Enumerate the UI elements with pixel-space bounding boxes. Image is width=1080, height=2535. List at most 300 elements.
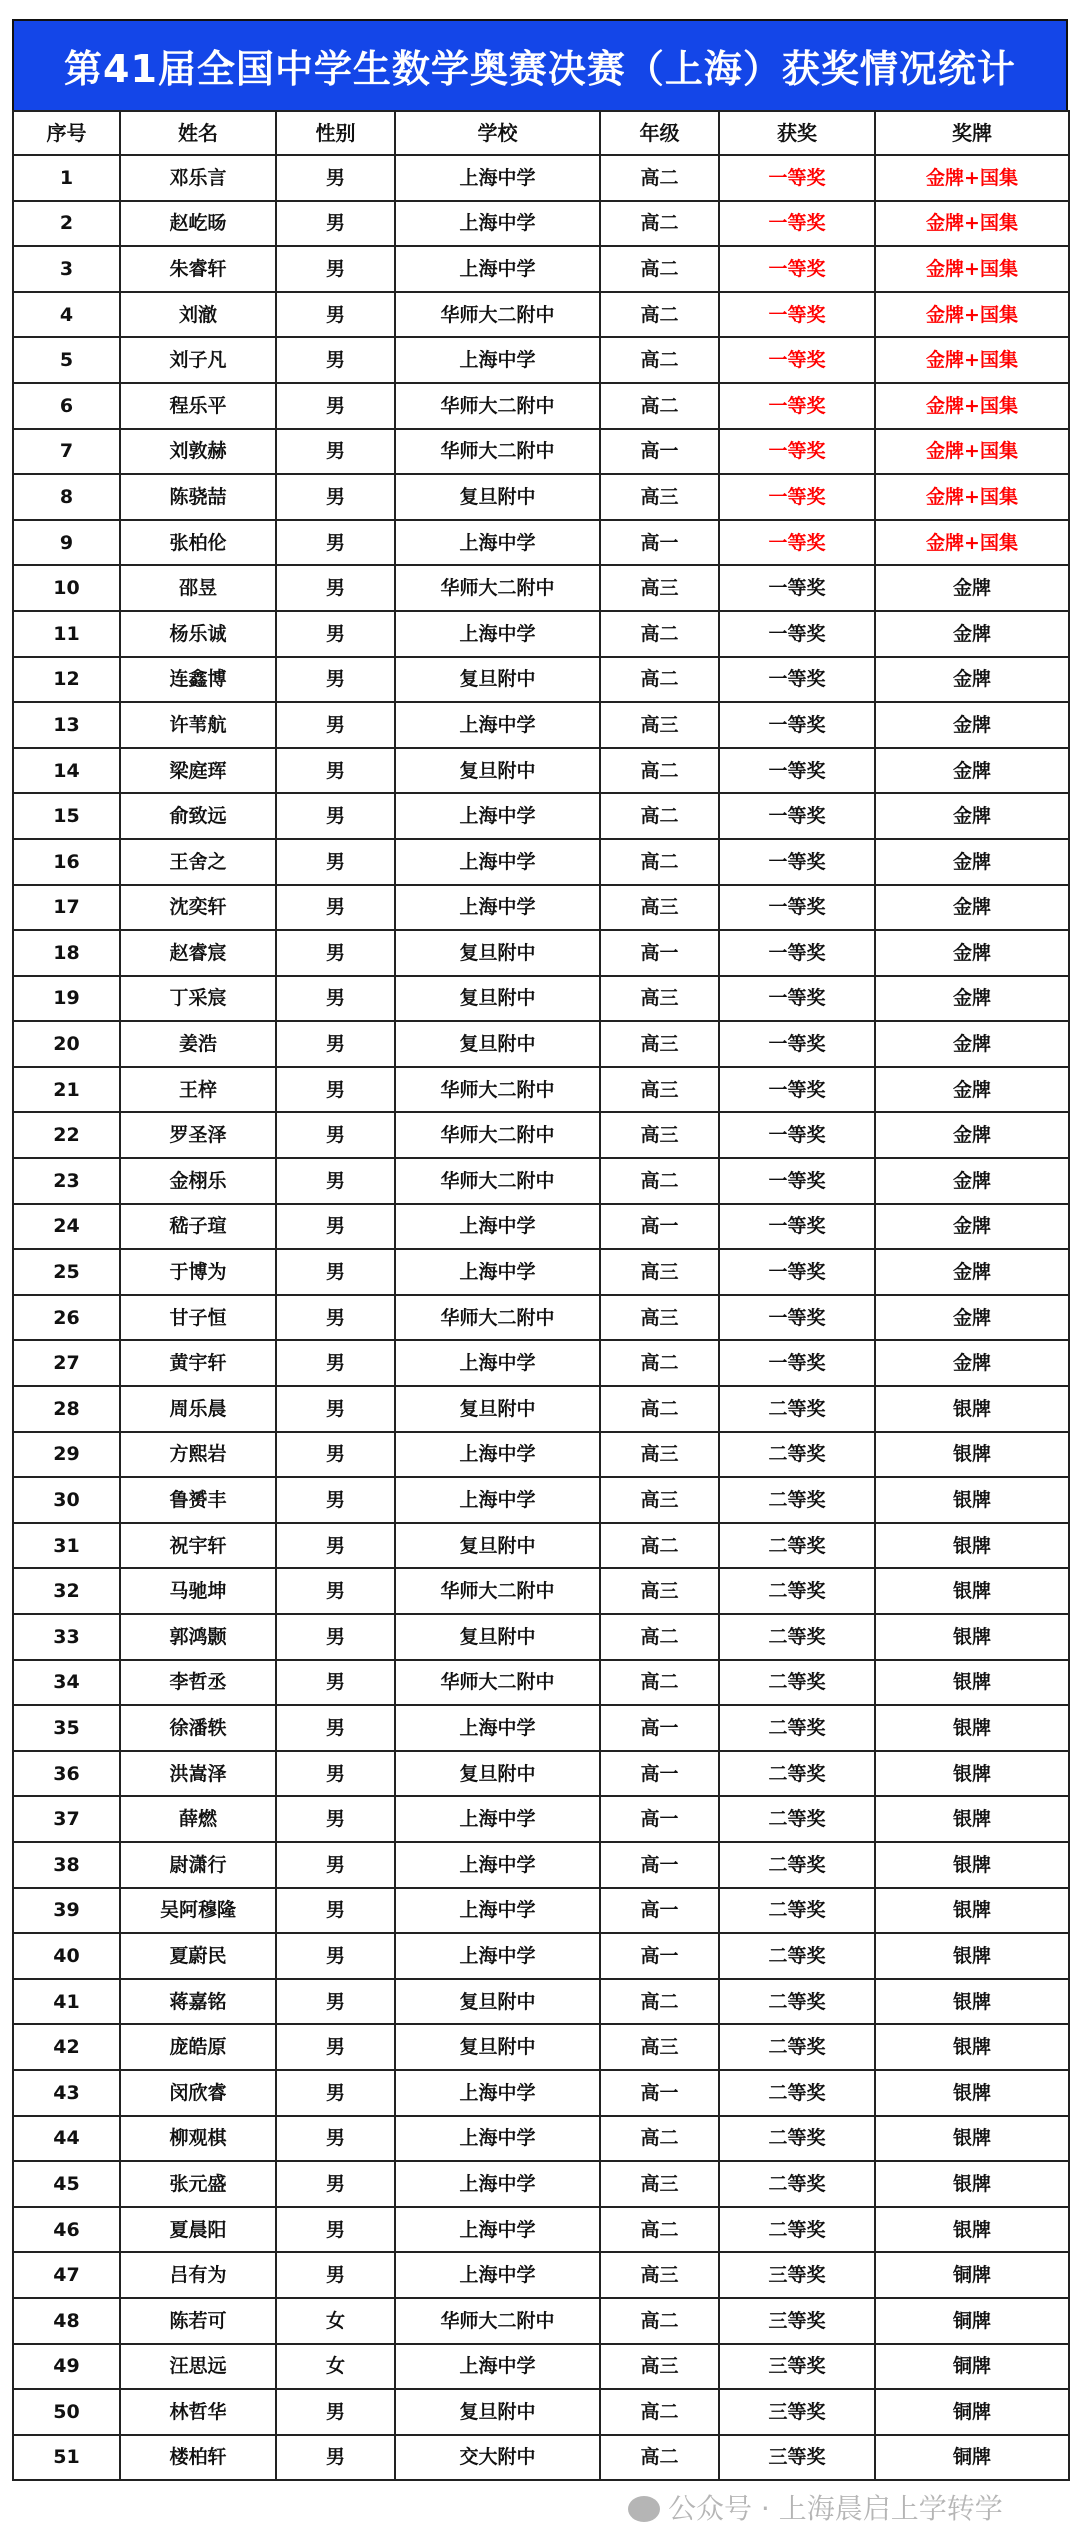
cell-index: 45 [13, 2161, 120, 2207]
cell-grade: 高二 [600, 337, 719, 383]
cell-medal: 铜牌 [875, 2344, 1069, 2390]
cell-grade: 高二 [600, 201, 719, 247]
cell-award: 二等奖 [719, 1751, 875, 1797]
header-award: 获奖 [719, 111, 875, 155]
table-row [13, 1432, 1069, 1478]
cell-medal: 金牌+国集 [875, 337, 1069, 383]
cell-award: 三等奖 [719, 2252, 875, 2298]
cell-grade: 高三 [600, 2252, 719, 2298]
cell-award: 一等奖 [719, 976, 875, 1022]
cell-school: 上海中学 [395, 1249, 600, 1295]
cell-school: 华师大二附中 [395, 1112, 600, 1158]
header-medal: 奖牌 [875, 111, 1069, 155]
cell-award: 二等奖 [719, 1796, 875, 1842]
table-row [13, 1067, 1069, 1113]
cell-grade: 高二 [600, 155, 719, 201]
table-row [13, 839, 1069, 885]
cell-gender: 男 [276, 1158, 395, 1204]
cell-medal: 金牌 [875, 748, 1069, 794]
table-row [13, 1295, 1069, 1341]
cell-award: 一等奖 [719, 1067, 875, 1113]
cell-name: 陈骁喆 [120, 474, 276, 520]
cell-index: 6 [13, 383, 120, 429]
cell-award: 一等奖 [719, 429, 875, 475]
cell-gender: 男 [276, 337, 395, 383]
award-sheet [12, 19, 1068, 2481]
cell-name: 陈若可 [120, 2298, 276, 2344]
cell-gender: 男 [276, 2116, 395, 2162]
cell-school: 上海中学 [395, 2070, 600, 2116]
cell-grade: 高二 [600, 2435, 719, 2481]
cell-award: 三等奖 [719, 2389, 875, 2435]
cell-grade: 高三 [600, 1295, 719, 1341]
table-row [13, 520, 1069, 566]
cell-medal: 银牌 [875, 1660, 1069, 1706]
cell-school: 上海中学 [395, 702, 600, 748]
cell-school: 复旦附中 [395, 1751, 600, 1797]
table-row [13, 657, 1069, 703]
table-row [13, 429, 1069, 475]
cell-school: 上海中学 [395, 1796, 600, 1842]
cell-name: 祝宇轩 [120, 1523, 276, 1569]
cell-medal: 银牌 [875, 1705, 1069, 1751]
cell-gender: 男 [276, 565, 395, 611]
cell-index: 26 [13, 1295, 120, 1341]
cell-gender: 男 [276, 1933, 395, 1979]
cell-index: 10 [13, 565, 120, 611]
cell-award: 一等奖 [719, 657, 875, 703]
cell-name: 张柏伦 [120, 520, 276, 566]
cell-grade: 高三 [600, 2024, 719, 2070]
cell-index: 15 [13, 793, 120, 839]
cell-index: 42 [13, 2024, 120, 2070]
cell-name: 赵睿宸 [120, 930, 276, 976]
table-row [13, 1477, 1069, 1523]
cell-name: 王舍之 [120, 839, 276, 885]
cell-school: 上海中学 [395, 839, 600, 885]
cell-name: 许苇航 [120, 702, 276, 748]
cell-medal: 银牌 [875, 1933, 1069, 1979]
cell-index: 35 [13, 1705, 120, 1751]
cell-name: 马驰坤 [120, 1568, 276, 1614]
cell-medal: 银牌 [875, 1979, 1069, 2025]
cell-index: 51 [13, 2435, 120, 2481]
cell-name: 方熙岩 [120, 1432, 276, 1478]
cell-name: 汪思远 [120, 2344, 276, 2390]
cell-award: 一等奖 [719, 1112, 875, 1158]
cell-name: 郭鸿颢 [120, 1614, 276, 1660]
cell-school: 上海中学 [395, 1705, 600, 1751]
cell-school: 复旦附中 [395, 2024, 600, 2070]
cell-school: 华师大二附中 [395, 383, 600, 429]
cell-medal: 金牌 [875, 1067, 1069, 1113]
table-row [13, 885, 1069, 931]
cell-medal: 金牌 [875, 839, 1069, 885]
cell-index: 48 [13, 2298, 120, 2344]
cell-grade: 高一 [600, 1842, 719, 1888]
cell-school: 复旦附中 [395, 2389, 600, 2435]
cell-school: 复旦附中 [395, 748, 600, 794]
cell-medal: 银牌 [875, 2116, 1069, 2162]
cell-school: 华师大二附中 [395, 1158, 600, 1204]
cell-name: 梁庭珲 [120, 748, 276, 794]
cell-grade: 高二 [600, 611, 719, 657]
cell-name: 薛燃 [120, 1796, 276, 1842]
cell-award: 三等奖 [719, 2344, 875, 2390]
cell-school: 复旦附中 [395, 1021, 600, 1067]
cell-award: 一等奖 [719, 1158, 875, 1204]
cell-medal: 银牌 [875, 2207, 1069, 2253]
cell-name: 于博为 [120, 1249, 276, 1295]
cell-grade: 高三 [600, 1112, 719, 1158]
table-row [13, 1568, 1069, 1614]
cell-index: 41 [13, 1979, 120, 2025]
cell-school: 复旦附中 [395, 1614, 600, 1660]
cell-school: 华师大二附中 [395, 1660, 600, 1706]
cell-gender: 男 [276, 1523, 395, 1569]
cell-medal: 金牌+国集 [875, 201, 1069, 247]
cell-school: 上海中学 [395, 2252, 600, 2298]
cell-school: 上海中学 [395, 2344, 600, 2390]
cell-school: 华师大二附中 [395, 1295, 600, 1341]
cell-name: 尉潇行 [120, 1842, 276, 1888]
table-row [13, 1796, 1069, 1842]
cell-award: 一等奖 [719, 383, 875, 429]
cell-award: 一等奖 [719, 246, 875, 292]
cell-gender: 女 [276, 2344, 395, 2390]
table-row [13, 2435, 1069, 2481]
cell-award: 一等奖 [719, 1295, 875, 1341]
cell-award: 一等奖 [719, 474, 875, 520]
cell-school: 上海中学 [395, 2116, 600, 2162]
cell-gender: 男 [276, 1204, 395, 1250]
cell-award: 一等奖 [719, 292, 875, 338]
cell-award: 二等奖 [719, 2207, 875, 2253]
cell-gender: 男 [276, 1340, 395, 1386]
cell-grade: 高二 [600, 793, 719, 839]
cell-index: 49 [13, 2344, 120, 2390]
cell-medal: 金牌 [875, 611, 1069, 657]
table-row [13, 1249, 1069, 1295]
cell-grade: 高一 [600, 1705, 719, 1751]
cell-name: 邓乐言 [120, 155, 276, 201]
cell-gender: 男 [276, 839, 395, 885]
table-row [13, 702, 1069, 748]
cell-index: 21 [13, 1067, 120, 1113]
cell-gender: 男 [276, 657, 395, 703]
cell-gender: 男 [276, 885, 395, 931]
cell-gender: 男 [276, 793, 395, 839]
cell-award: 一等奖 [719, 702, 875, 748]
table-row [13, 1660, 1069, 1706]
cell-name: 沈奕轩 [120, 885, 276, 931]
cell-medal: 金牌 [875, 702, 1069, 748]
cell-grade: 高一 [600, 1888, 719, 1934]
cell-grade: 高三 [600, 1568, 719, 1614]
cell-award: 一等奖 [719, 885, 875, 931]
watermark-text: 公众号 · 上海晨启上学转学 [668, 2492, 1003, 2525]
cell-school: 上海中学 [395, 2161, 600, 2207]
cell-grade: 高三 [600, 1477, 719, 1523]
cell-award: 一等奖 [719, 1204, 875, 1250]
cell-medal: 铜牌 [875, 2298, 1069, 2344]
cell-gender: 男 [276, 1705, 395, 1751]
cell-award: 二等奖 [719, 1888, 875, 1934]
cell-name: 徐潘轶 [120, 1705, 276, 1751]
cell-grade: 高二 [600, 1614, 719, 1660]
cell-index: 30 [13, 1477, 120, 1523]
cell-school: 上海中学 [395, 520, 600, 566]
cell-grade: 高一 [600, 930, 719, 976]
cell-grade: 高二 [600, 839, 719, 885]
cell-grade: 高二 [600, 246, 719, 292]
cell-grade: 高一 [600, 2070, 719, 2116]
cell-grade: 高二 [600, 1386, 719, 1432]
cell-school: 上海中学 [395, 1432, 600, 1478]
cell-name: 柳观棋 [120, 2116, 276, 2162]
page-title: 第41届全国中学生数学奥赛决赛（上海）获奖情况统计 [12, 19, 1068, 110]
cell-school: 上海中学 [395, 1933, 600, 1979]
cell-award: 二等奖 [719, 2116, 875, 2162]
cell-school: 上海中学 [395, 246, 600, 292]
cell-index: 38 [13, 1842, 120, 1888]
cell-gender: 男 [276, 1842, 395, 1888]
cell-award: 一等奖 [719, 337, 875, 383]
cell-school: 上海中学 [395, 337, 600, 383]
cell-grade: 高三 [600, 885, 719, 931]
cell-grade: 高二 [600, 2207, 719, 2253]
cell-grade: 高二 [600, 1340, 719, 1386]
cell-medal: 金牌+国集 [875, 155, 1069, 201]
cell-grade: 高一 [600, 1796, 719, 1842]
cell-index: 1 [13, 155, 120, 201]
cell-index: 3 [13, 246, 120, 292]
cell-name: 杨乐诚 [120, 611, 276, 657]
cell-gender: 男 [276, 2435, 395, 2481]
cell-medal: 银牌 [875, 1751, 1069, 1797]
cell-award: 二等奖 [719, 1842, 875, 1888]
cell-gender: 男 [276, 520, 395, 566]
table-row [13, 1112, 1069, 1158]
cell-school: 上海中学 [395, 1340, 600, 1386]
cell-gender: 男 [276, 1660, 395, 1706]
cell-medal: 金牌 [875, 1112, 1069, 1158]
cell-index: 33 [13, 1614, 120, 1660]
cell-index: 39 [13, 1888, 120, 1934]
cell-grade: 高二 [600, 657, 719, 703]
table-row [13, 1705, 1069, 1751]
table-row [13, 2070, 1069, 2116]
cell-index: 23 [13, 1158, 120, 1204]
cell-index: 46 [13, 2207, 120, 2253]
cell-index: 7 [13, 429, 120, 475]
cell-medal: 金牌+国集 [875, 246, 1069, 292]
cell-award: 三等奖 [719, 2435, 875, 2481]
table-row [13, 1158, 1069, 1204]
cell-award: 二等奖 [719, 1432, 875, 1478]
cell-index: 4 [13, 292, 120, 338]
cell-school: 华师大二附中 [395, 429, 600, 475]
cell-medal: 金牌 [875, 1021, 1069, 1067]
cell-name: 俞致远 [120, 793, 276, 839]
cell-index: 5 [13, 337, 120, 383]
table-row [13, 1204, 1069, 1250]
cell-gender: 男 [276, 383, 395, 429]
cell-award: 一等奖 [719, 1021, 875, 1067]
cell-name: 王梓 [120, 1067, 276, 1113]
cell-gender: 男 [276, 474, 395, 520]
table-row [13, 1979, 1069, 2025]
cell-school: 上海中学 [395, 885, 600, 931]
table-row [13, 2389, 1069, 2435]
cell-school: 交大附中 [395, 2435, 600, 2481]
cell-index: 25 [13, 1249, 120, 1295]
table-row [13, 2116, 1069, 2162]
cell-gender: 男 [276, 201, 395, 247]
cell-grade: 高三 [600, 2161, 719, 2207]
table-row [13, 201, 1069, 247]
header-school: 学校 [395, 111, 600, 155]
header-name: 姓名 [120, 111, 276, 155]
cell-medal: 金牌+国集 [875, 429, 1069, 475]
cell-school: 华师大二附中 [395, 2298, 600, 2344]
cell-gender: 男 [276, 429, 395, 475]
cell-grade: 高三 [600, 565, 719, 611]
cell-medal: 金牌+国集 [875, 383, 1069, 429]
header-row [13, 111, 1069, 155]
cell-gender: 男 [276, 2161, 395, 2207]
cell-gender: 男 [276, 2389, 395, 2435]
cell-name: 楼柏轩 [120, 2435, 276, 2481]
cell-award: 二等奖 [719, 1705, 875, 1751]
cell-grade: 高二 [600, 2298, 719, 2344]
cell-medal: 金牌+国集 [875, 474, 1069, 520]
cell-name: 洪嵩泽 [120, 1751, 276, 1797]
cell-gender: 男 [276, 611, 395, 657]
cell-grade: 高一 [600, 429, 719, 475]
cell-name: 甘子恒 [120, 1295, 276, 1341]
cell-index: 31 [13, 1523, 120, 1569]
cell-award: 一等奖 [719, 520, 875, 566]
cell-name: 闵欣睿 [120, 2070, 276, 2116]
cell-name: 黄宇轩 [120, 1340, 276, 1386]
cell-index: 44 [13, 2116, 120, 2162]
cell-school: 华师大二附中 [395, 565, 600, 611]
cell-gender: 男 [276, 2207, 395, 2253]
wechat-icon [628, 2496, 660, 2522]
cell-name: 夏蔚民 [120, 1933, 276, 1979]
watermark [628, 2492, 1003, 2526]
cell-school: 华师大二附中 [395, 292, 600, 338]
cell-medal: 金牌 [875, 885, 1069, 931]
table-row [13, 383, 1069, 429]
cell-gender: 男 [276, 155, 395, 201]
cell-gender: 男 [276, 702, 395, 748]
cell-gender: 男 [276, 1249, 395, 1295]
cell-gender: 男 [276, 930, 395, 976]
cell-medal: 银牌 [875, 2070, 1069, 2116]
cell-gender: 男 [276, 976, 395, 1022]
cell-grade: 高一 [600, 1933, 719, 1979]
table-row [13, 793, 1069, 839]
table-row [13, 2161, 1069, 2207]
table-row [13, 155, 1069, 201]
cell-medal: 金牌+国集 [875, 292, 1069, 338]
cell-grade: 高二 [600, 2389, 719, 2435]
cell-gender: 男 [276, 1386, 395, 1432]
cell-index: 14 [13, 748, 120, 794]
cell-medal: 银牌 [875, 1523, 1069, 1569]
cell-index: 40 [13, 1933, 120, 1979]
cell-award: 二等奖 [719, 1979, 875, 2025]
cell-index: 19 [13, 976, 120, 1022]
cell-award: 三等奖 [719, 2298, 875, 2344]
cell-grade: 高二 [600, 1660, 719, 1706]
cell-index: 20 [13, 1021, 120, 1067]
cell-gender: 男 [276, 1751, 395, 1797]
cell-index: 50 [13, 2389, 120, 2435]
cell-name: 姜浩 [120, 1021, 276, 1067]
cell-medal: 银牌 [875, 1477, 1069, 1523]
cell-grade: 高三 [600, 474, 719, 520]
cell-gender: 男 [276, 1568, 395, 1614]
table-row [13, 1021, 1069, 1067]
cell-name: 鲁赟丰 [120, 1477, 276, 1523]
cell-medal: 金牌 [875, 1249, 1069, 1295]
cell-name: 林哲华 [120, 2389, 276, 2435]
cell-name: 吕有为 [120, 2252, 276, 2298]
cell-name: 张元盛 [120, 2161, 276, 2207]
cell-school: 上海中学 [395, 201, 600, 247]
cell-gender: 男 [276, 1112, 395, 1158]
cell-medal: 铜牌 [875, 2435, 1069, 2481]
cell-grade: 高二 [600, 1979, 719, 2025]
table-row [13, 2298, 1069, 2344]
cell-index: 17 [13, 885, 120, 931]
cell-name: 丁采宸 [120, 976, 276, 1022]
cell-index: 24 [13, 1204, 120, 1250]
cell-school: 上海中学 [395, 1204, 600, 1250]
cell-medal: 金牌 [875, 793, 1069, 839]
table-row [13, 1933, 1069, 1979]
cell-gender: 男 [276, 1614, 395, 1660]
cell-school: 复旦附中 [395, 930, 600, 976]
cell-name: 邵昱 [120, 565, 276, 611]
cell-name: 赵屹旸 [120, 201, 276, 247]
cell-medal: 铜牌 [875, 2389, 1069, 2435]
cell-index: 16 [13, 839, 120, 885]
cell-name: 罗圣泽 [120, 1112, 276, 1158]
cell-medal: 银牌 [875, 1386, 1069, 1432]
table-row [13, 1523, 1069, 1569]
cell-name: 李哲丞 [120, 1660, 276, 1706]
cell-index: 9 [13, 520, 120, 566]
cell-medal: 银牌 [875, 1842, 1069, 1888]
table-row [13, 2344, 1069, 2390]
cell-medal: 银牌 [875, 1568, 1069, 1614]
cell-award: 二等奖 [719, 2070, 875, 2116]
cell-grade: 高二 [600, 1158, 719, 1204]
cell-medal: 金牌+国集 [875, 520, 1069, 566]
cell-name: 连鑫博 [120, 657, 276, 703]
table-row [13, 565, 1069, 611]
cell-grade: 高一 [600, 520, 719, 566]
cell-gender: 男 [276, 2024, 395, 2070]
cell-gender: 男 [276, 2252, 395, 2298]
cell-medal: 金牌 [875, 1204, 1069, 1250]
cell-gender: 男 [276, 1888, 395, 1934]
cell-school: 复旦附中 [395, 1523, 600, 1569]
